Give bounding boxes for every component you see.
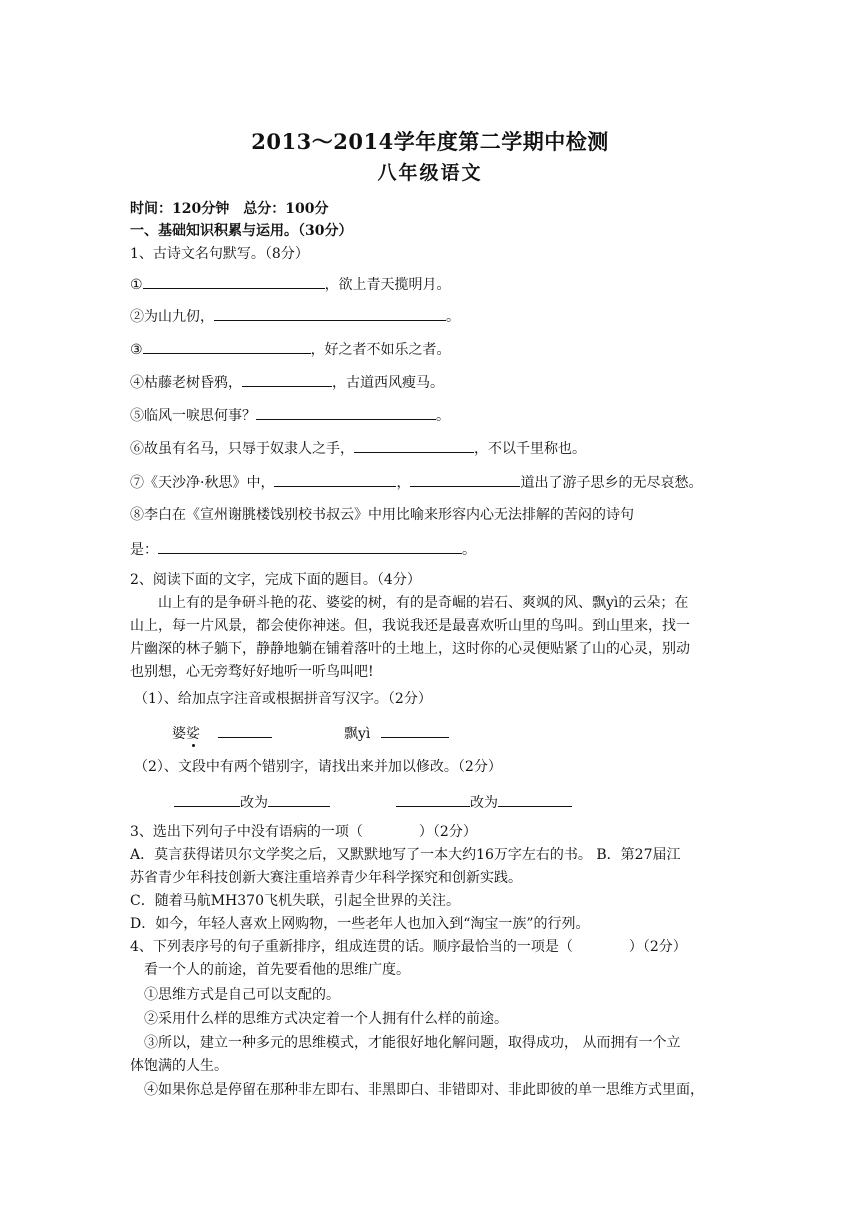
q1-item-5-prefix: ⑤临风一唳思何事？	[130, 408, 256, 424]
q3-line-1: A．莫言获得诺贝尔文学奖之后，又默默地写了一本大约16万字左右的书。 B．第27届江	[130, 847, 681, 863]
q2-sub1-title: （1）、给加点字注音或根据拼音写汉字。（2分）	[134, 691, 432, 707]
q1-item-7-prefix: ⑦《天沙净·秋思》中，	[130, 475, 275, 491]
page-title: 2013～2014学年度第二学期中检测	[251, 129, 609, 154]
q3-line-4: D．如今，年轻人喜欢上网购物，一些老年人也加入到“淘宝一族”的行列。	[130, 916, 590, 932]
q2-sub1-blank-2[interactable]	[381, 723, 449, 738]
q1-item-4-prefix: ④枯藤老树昏鸦，	[130, 375, 242, 391]
q1-item-7-mid: ，	[396, 475, 411, 491]
q1-item-7-suffix: 道出了游子思乡的无尽哀愁。	[520, 475, 703, 491]
q1-item-5-blank[interactable]	[256, 405, 436, 420]
q1-item-8-line1: ⑧李白在《宣州谢朓楼饯别校书叔云》中用比喻来形容内心无法排解的苦闷的诗句	[130, 507, 634, 523]
q1-item-5	[130, 405, 450, 425]
q4-line-3: ②采用什么样的思维方式决定着一个人拥有什么样的前途。	[130, 1011, 508, 1027]
q1-item-6-prefix: ⑥故虽有名马，只辱于奴隶人之手，	[130, 441, 354, 457]
q1-item-2-suffix: 。	[446, 309, 460, 325]
q3-line-2: 苏省青少年科技创新大赛注重培养青少年科学探究和创新实践。	[130, 870, 522, 886]
q2-passage-line-3: 片幽深的林子躺下，静静地躺在铺着落叶的土地上，这时你的心灵便贴紧了山的心灵，别动	[130, 641, 690, 657]
q1-item-7	[130, 472, 702, 492]
q2-sub2-change-label-1: 改为	[240, 795, 268, 811]
q1-item-8-blank[interactable]	[158, 539, 462, 554]
q1-item-7-blank-2[interactable]	[410, 472, 520, 487]
q1-item-3-suffix: ，好之者不如乐之者。	[310, 342, 451, 358]
q1-item-1-suffix: ，欲上青天揽明月。	[324, 277, 451, 293]
q1-item-7-blank-1[interactable]	[274, 472, 396, 487]
q1-item-6	[130, 438, 586, 458]
q1-item-4	[130, 372, 444, 392]
q1-item-2-prefix: ②为山九仞，	[130, 309, 214, 325]
q1-item-1	[130, 274, 451, 294]
q4-line-6: ④如果你总是停留在那种非左即右、非黑即白、非错即对、非此即彼的单一思维方式里面，	[130, 1082, 704, 1098]
q2-sub2-correct-1[interactable]	[268, 792, 330, 807]
section1-title: 一、基础知识积累与运用。（30分）	[130, 223, 353, 239]
q2-passage-line-4: 也别想，心无旁骛好好地听一听鸟叫吧!	[130, 664, 374, 680]
q2-sub2-title: （2）、文段中有两个错别字，请找出来并加以修改。（2分）	[134, 759, 502, 775]
q2-sub1-blank-1[interactable]	[218, 723, 272, 738]
page-subtitle: 八年级语文	[377, 162, 483, 184]
q1-item-8-suffix: 。	[462, 542, 476, 558]
q1-title: 1、古诗文名句默写。（8分）	[130, 246, 309, 262]
q2-title: 2、阅读下面的文字，完成下面的题目。（4分）	[130, 572, 421, 588]
q2-sub2-correct-2[interactable]	[498, 792, 572, 807]
q1-item-4-suffix: ，古道西风瘦马。	[332, 375, 444, 391]
q4-line-1: 看一个人的前途，首先要看他的思维广度。	[130, 962, 410, 978]
q4-line-4: ③所以，建立一种多元的思维模式，才能很好地化解问题，取得成功， 从而拥有一个立	[130, 1035, 681, 1051]
q3-line-3: C．随着马航MH370飞机失联，引起全世界的关注。	[130, 893, 460, 909]
q2-sub2-wrong-2[interactable]	[396, 792, 470, 807]
q1-item-6-suffix: ，不以千里称也。	[474, 441, 586, 457]
q4-title: 4、下列表序号的句子重新排序，组成连贯的话。顺序最恰当的一项是（ ）（2分）	[130, 939, 687, 955]
q1-item-6-blank[interactable]	[354, 438, 474, 453]
q2-passage-line-2: 山上，每一片风景，都会使你神迷。但，我说我还是最喜欢听山里的鸟叫。到山里来，找一	[130, 618, 690, 634]
q2-sub1-word1-a: 婆	[172, 726, 186, 742]
q1-item-3-blank[interactable]	[143, 339, 311, 354]
q2-sub2-fix-2	[396, 792, 572, 812]
q1-item-1-blank[interactable]	[143, 274, 325, 289]
q1-item-8-prefix: 是：	[130, 542, 158, 558]
exam-info: 时间：120分钟 总分：100分	[130, 201, 329, 217]
q4-line-2: ①思维方式是自己可以支配的。	[130, 987, 340, 1003]
q1-item-2-blank[interactable]	[214, 306, 446, 321]
q1-item-3-prefix: ③	[130, 342, 143, 358]
q1-item-4-blank[interactable]	[242, 372, 332, 387]
q2-sub2-change-label-2: 改为	[470, 795, 498, 811]
q2-passage-line-1: 山上有的是争研斗艳的花、婆娑的树，有的是奇崛的岩石、爽飒的风、飘yì的云朵；在	[130, 595, 689, 611]
q1-item-5-suffix: 。	[436, 408, 450, 424]
q2-sub1-word2	[344, 723, 449, 743]
q2-sub1-word2-label: 飘yì	[344, 726, 371, 742]
q2-sub2-wrong-1[interactable]	[174, 792, 240, 807]
q1-item-1-prefix: ①	[130, 277, 143, 293]
q1-item-8-line2	[130, 539, 476, 559]
q2-sub1-word1	[172, 723, 272, 743]
q3-title: 3、选出下列句子中没有语病的一项（ ）（2分）	[130, 824, 477, 840]
q1-item-2	[130, 306, 460, 326]
q1-item-3	[130, 339, 451, 359]
q2-sub2-fix-1	[174, 792, 330, 812]
q2-sub1-word1-b: 娑	[186, 726, 200, 742]
q4-line-5: 体饱满的人生。	[130, 1058, 228, 1074]
